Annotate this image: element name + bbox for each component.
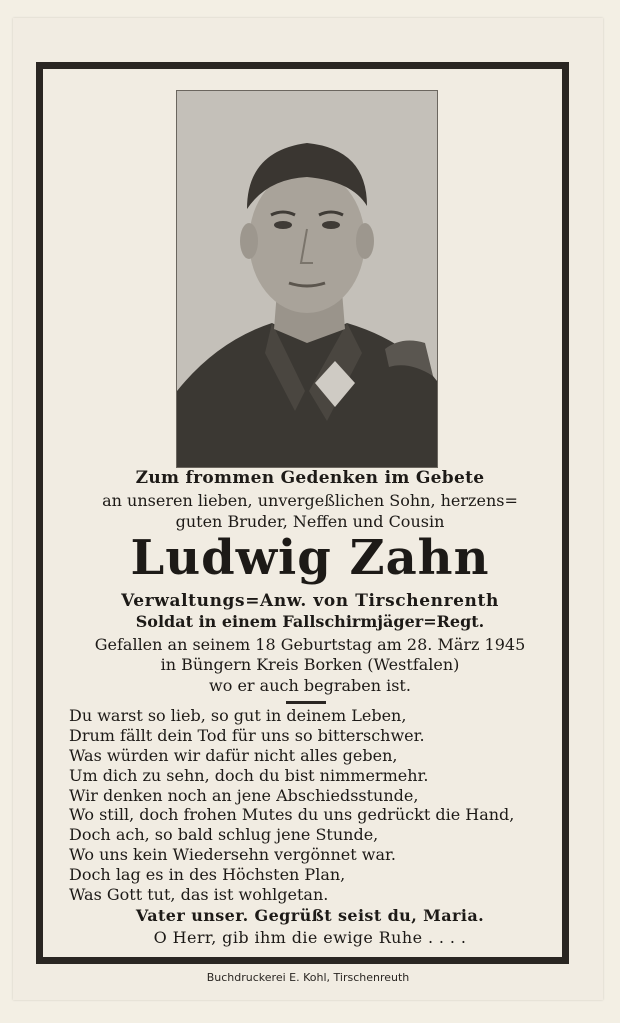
death-place-line: in Büngern Kreis Borken (Westfalen): [160, 655, 460, 674]
poem-line: Wo uns kein Wiedersehn vergönnet war.: [69, 845, 396, 865]
burial-line: wo er auch begraben ist.: [209, 676, 411, 695]
divider-rule: [286, 701, 326, 704]
death-date-line: Gefallen an seinem 18 Geburtstag am 28. März 1945: [94, 635, 526, 654]
poem: [69, 706, 569, 905]
header-line-3: guten Bruder, Neffen und Cousin: [175, 512, 445, 531]
prayer-line-1: Vater unser. Gegrüßt seist du, Maria.: [135, 906, 485, 925]
header-line-2: an unseren lieben, unvergeßlichen Sohn, herzens=: [102, 491, 518, 510]
portrait-photo: [176, 90, 438, 468]
poem-line: Doch lag es in des Höchsten Plan,: [69, 865, 346, 885]
poem-line: Du warst so lieb, so gut in deinem Leben,: [69, 706, 407, 725]
poem-line: Doch ach, so bald schlug jene Stunde,: [69, 825, 379, 845]
service-line: Soldat in einem Fallschirmjäger=Regt.: [135, 612, 485, 631]
portrait-image: [177, 91, 437, 467]
poem-line: Wir denken noch an jene Abschiedsstunde,: [69, 785, 419, 805]
poem-line: Wo still, doch frohen Mutes du uns gedrückt die Hand,: [69, 805, 515, 825]
poem-line: Was würden wir dafür nicht alles geben,: [69, 745, 398, 765]
printer-credit: Buchdruckerei E. Kohl, Tirschenreuth: [206, 971, 410, 984]
deceased-name: Ludwig Zahn: [130, 530, 490, 586]
poem-line: Was Gott tut, das ist wohlgetan.: [69, 885, 329, 905]
occupation-line: Verwaltungs=Anw. von Tirschenrenth: [121, 591, 499, 611]
poem-line: Um dich zu sehn, doch du bist nimmermehr.: [69, 765, 429, 785]
header-line-1: Zum frommen Gedenken im Gebete: [135, 468, 485, 488]
prayer-line-2: O Herr, gib ihm die ewige Ruhe . . . .: [153, 928, 467, 947]
poem-line: Drum fällt dein Tod für uns so bitterschwer.: [69, 725, 425, 745]
